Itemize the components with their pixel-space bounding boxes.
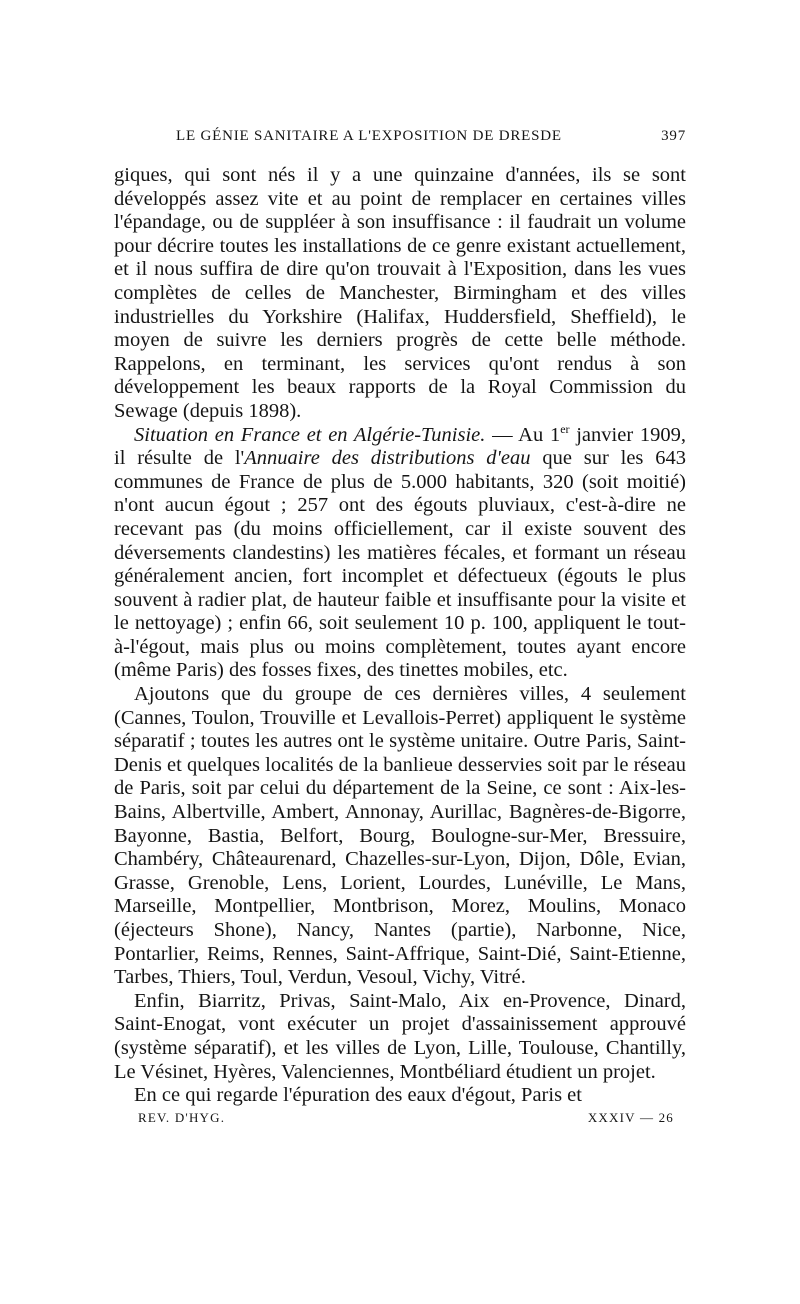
paragraph-5: En ce qui regarde l'épuration des eaux d'égout, Paris et: [134, 1084, 582, 1107]
running-title: LE GÉNIE SANITAIRE A L'EXPOSITION DE DRESDE: [176, 128, 562, 144]
footer-journal: REV. D'HYG.: [138, 1109, 226, 1125]
annuaire-reference: Annuaire des distributions d'eau: [244, 447, 531, 470]
superscript-er: er: [560, 421, 570, 436]
paragraph-2-text-c: que sur les 643 communes de France de plus de 5.000 habitants, 320 (soit moitié) n'ont aucun égout ; 257 ont des égouts pluviaux, c'est-à-dire ne recevant pas (du moins officiellement, car il existe souvent des déversements clandestins) les matières fécales, et formant un réseau généralement ancien, fort incomplet et défectueux (égouts le plus souvent à radier plat, de hauteur faible et insuffisante pour la visite et le nettoyage) ; enfin 66, soit seulement 10 p. 100, appliquent le tout-à-l'égout, mais plus ou moins complètement, toutes ayant encore (même Paris) des fosses fixes, des tinettes mobiles, etc.: [114, 447, 686, 682]
body-text: [114, 164, 686, 1108]
running-head: [176, 126, 686, 146]
paragraph-1: giques, qui sont nés il y a une quinzaine d'années, ils se sont développés assez vite et au point de remplacer en certaines villes l'épandage, ou de suppléer à son insuffisance : il faudrait un volume pour décrire toutes les installations de ce genre existant actuellement, et il nous suffira de dire qu'on trouvait à l'Exposition, dans les vues complètes de celles de Manchester, Birmingham et des villes industrielles du Yorkshire (Halifax, Huddersfield, Sheffield), le moyen de suivre les derniers progrès de cette belle méthode. Rappelons, en terminant, les services qu'ont rendus à son développement les beaux rapports de la Royal Commission du Sewage (depuis 1898).: [114, 164, 686, 422]
paragraph-2-text-a: — Au 1: [485, 423, 561, 446]
paragraph-2: [114, 421, 686, 684]
footer-volume-sheet: XXXIV — 26: [587, 1109, 674, 1125]
page-number: 397: [661, 128, 686, 144]
paragraph-2-text-b: janvier 1909, il résulte de l': [114, 423, 686, 470]
paragraph-4: Enfin, Biarritz, Privas, Saint-Malo, Aix en-Provence, Dinard, Saint-Enogat, vont exécuter un projet d'assainissement approuvé (système séparatif), et les villes de Lyon, Lille, Toulouse, Chantilly, Le Vésinet, Hyères, Valenciennes, Montbéliard étudient un projet.: [114, 989, 686, 1083]
section-heading: Situation en France et en Algérie-Tunisie.: [134, 423, 486, 446]
paragraph-3: Ajoutons que du groupe de ces dernières villes, 4 seulement (Cannes, Toulon, Trouville et Levallois-Perret) appliquent le système séparatif ; toutes les autres ont le système unitaire. Outre Paris, Saint-Denis et quelques localités de la banlieue desservies soit par le réseau de Paris, soit par celui du département de la Seine, ce sont : Aix-les-Bains, Albertville, Ambert, Annonay, Aurillac, Bagnères-de-Bigorre, Bayonne, Bastia, Belfort, Bourg, Boulogne-sur-Mer, Bressuire, Chambéry, Châteaurenard, Chazelles-sur-Lyon, Dijon, Dôle, Evian, Grasse, Grenoble, Lens, Lorient, Lourdes, Lunéville, Le Mans, Marseille, Montpellier, Montbrison, Morez, Moulins, Monaco (éjecteurs Shone), Nancy, Nantes (partie), Narbonne, Nice, Pontarlier, Reims, Rennes, Saint-Affrique, Saint-Dié, Saint-Etienne, Tarbes, Thiers, Toul, Verdun, Vesoul, Vichy, Vitré.: [114, 683, 686, 989]
page: [114, 126, 686, 1126]
footer: [114, 1110, 686, 1126]
